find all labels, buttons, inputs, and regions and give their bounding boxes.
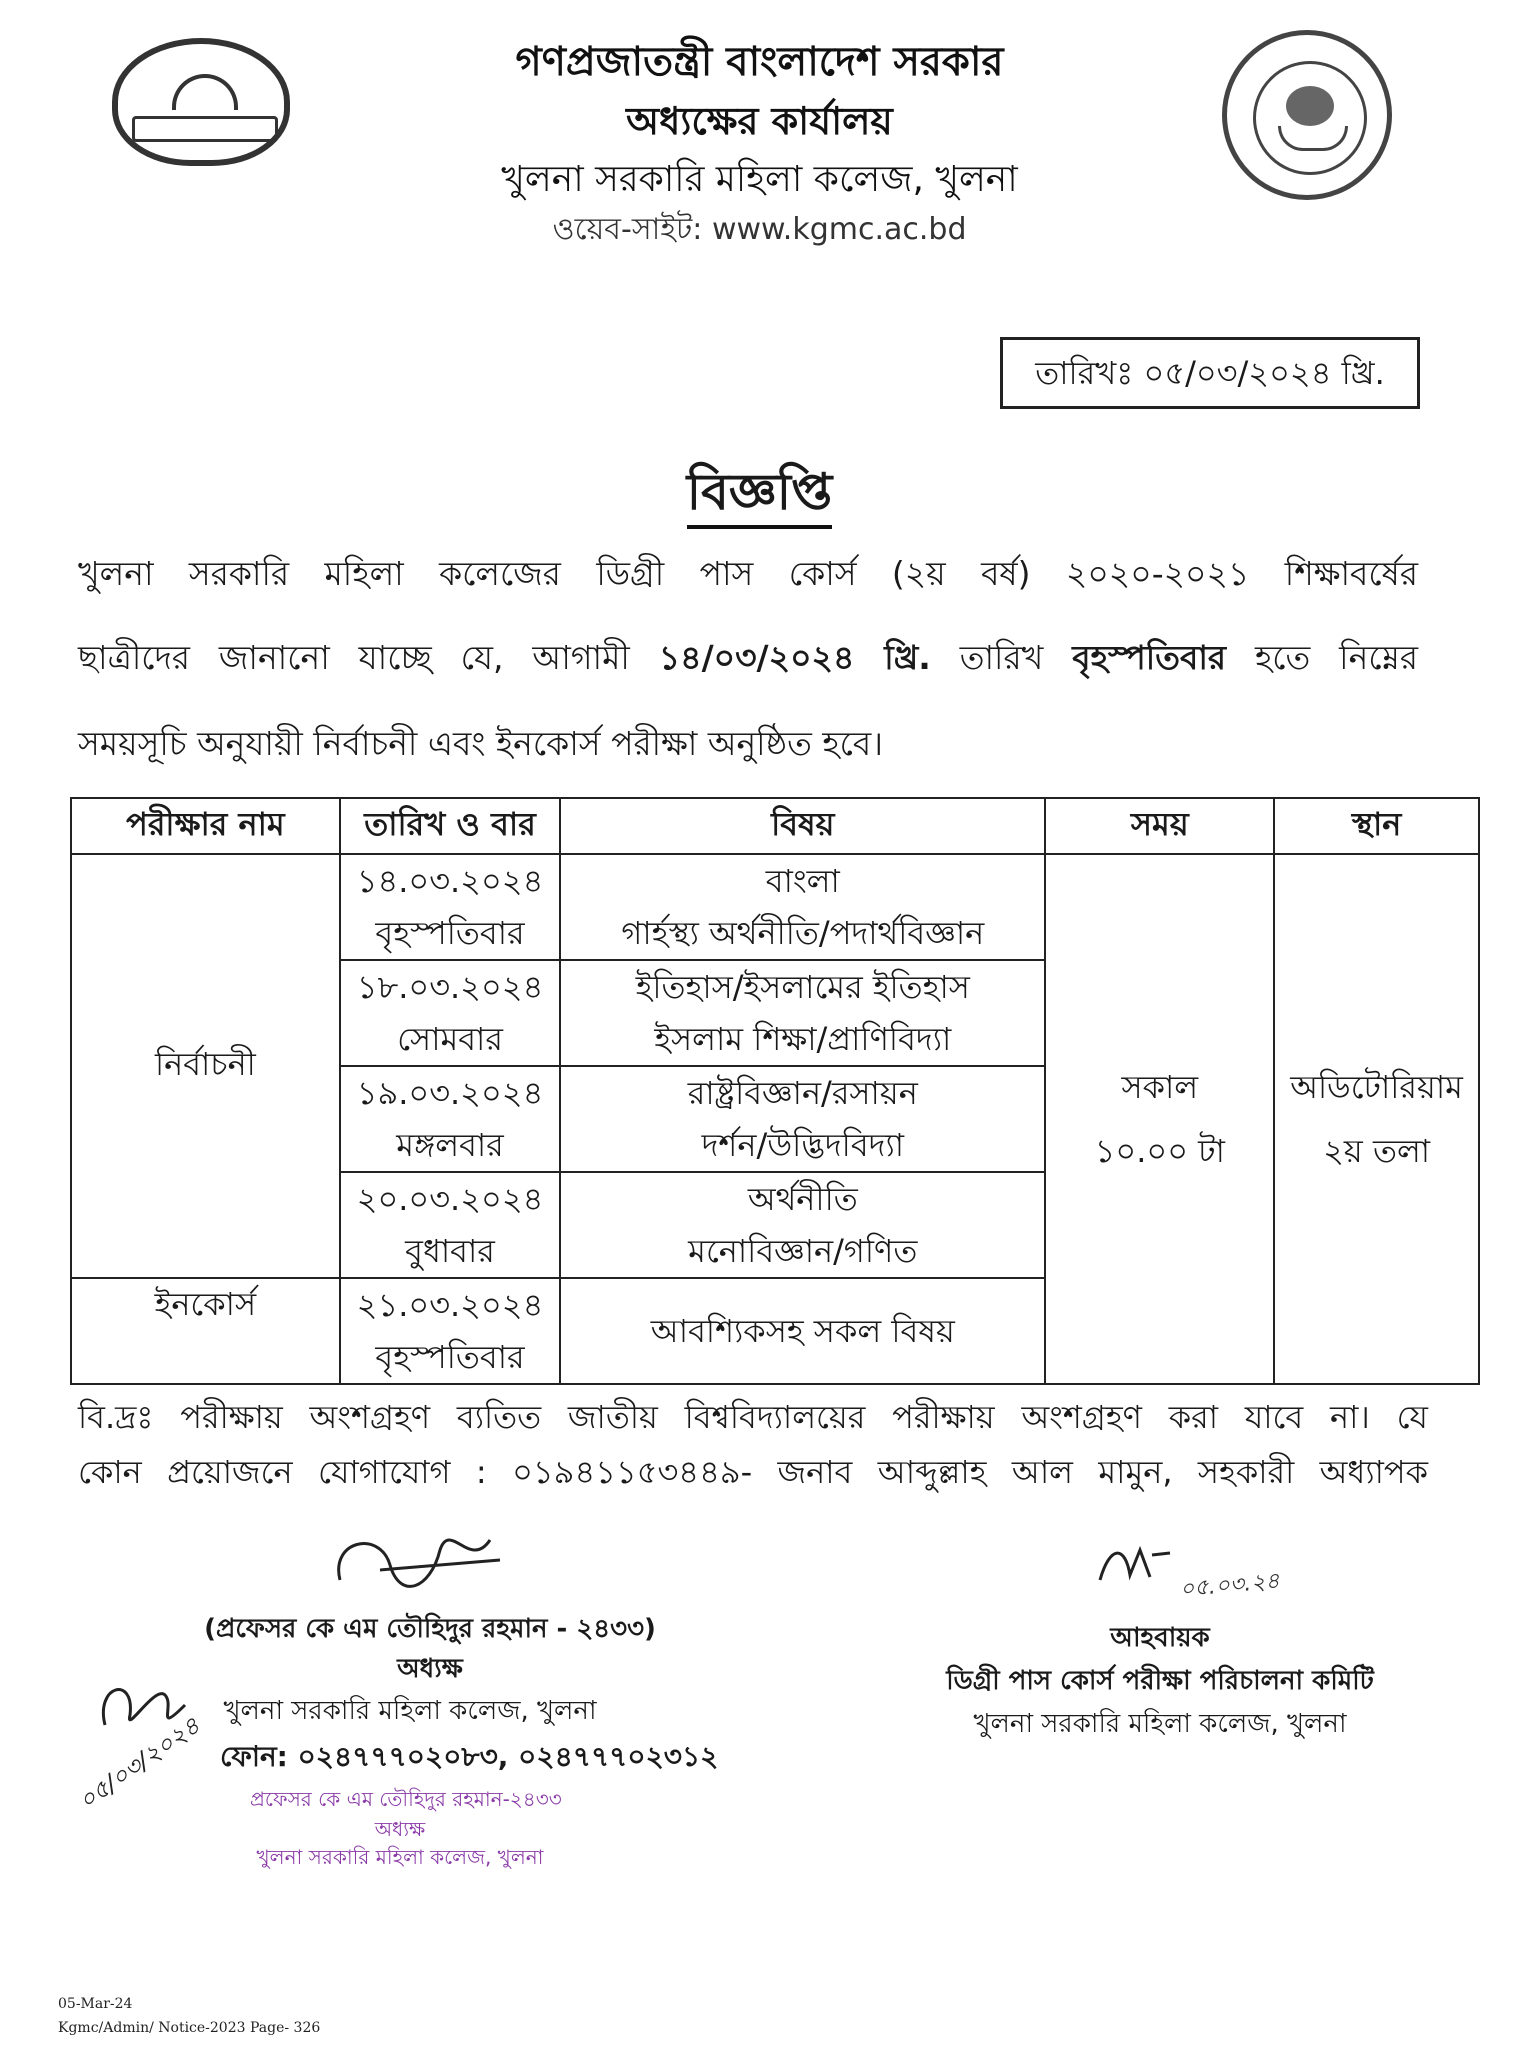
footer-reference: Kgmc/Admin/ Notice-2023 Page- 326	[58, 2020, 321, 2036]
col-header-place: স্থান	[1274, 798, 1479, 854]
body-line-1: খুলনা সরকারি মহিলা কলেজের ডিগ্রী পাস কোর্স (২য় বর্ষ) ২০২০-২০২১ শিক্ষাবর্ষের	[78, 554, 1418, 593]
subject-2: মনোবিজ্ঞান/গণিত	[688, 1232, 918, 1270]
subject-1: অর্থনীতি	[747, 1180, 858, 1218]
principal-phone: ফোন: ০২৪৭৭৭০২০৮৩, ০২৪৭৭৭০২৩১২	[220, 1740, 719, 1773]
convener-title: আহবায়ক	[1110, 1623, 1210, 1653]
subject-2: দর্শন/উদ্ভিদবিদ্যা	[701, 1126, 905, 1164]
date-cell	[340, 1172, 560, 1278]
body-text: ছাত্রীদের জানানো যাচ্ছে যে, আগামী	[78, 638, 630, 677]
time-value: ১০.০০ টা	[1094, 1132, 1225, 1170]
subject-cell	[560, 960, 1045, 1066]
subject-cell	[560, 854, 1045, 960]
note-line-1: বি.দ্রঃ পরীক্ষায় অংশগ্রহণ ব্যতিত জাতীয় বিশ্ববিদ্যালয়ের পরীক্ষায় অংশগ্রহণ করা যাবে না। যে	[78, 1398, 1428, 1436]
exam-name-incourse: ইনকোর্স	[71, 1278, 340, 1384]
date-cell	[340, 1066, 560, 1172]
principal-name: (প্রফেসর কে এম তৌহিদুর রহমান - ২৪৩৩)	[204, 1614, 656, 1644]
exam-day: বৃহস্পতিবার	[375, 1338, 525, 1376]
body-text: হতে নিম্নের	[1254, 638, 1418, 677]
notice-title	[0, 455, 1519, 538]
exam-day: বৃহস্পতিবার	[375, 914, 525, 952]
subject-cell	[560, 1172, 1045, 1278]
note-line-2: কোন প্রয়োজনে যোগাযোগ : ০১৯৪১১৫৩৪৪৯- জনাব আব্দুল্লাহ আল মামুন, সহকারী অধ্যাপক	[78, 1453, 1428, 1491]
subject-2: ইসলাম শিক্ষা/প্রাণিবিদ্যা	[654, 1020, 952, 1058]
principal-title: অধ্যক্ষ	[397, 1654, 463, 1684]
date-cell	[340, 960, 560, 1066]
convener-signature	[1090, 1535, 1190, 1595]
body-text: তারিখ	[959, 638, 1044, 677]
subject-2: গার্হস্থ্য অর্থনীতি/পদার্থবিজ্ঞান	[621, 914, 985, 952]
website-link[interactable]: www.kgmc.ac.bd	[711, 212, 967, 247]
time-period: সকাল	[1121, 1068, 1199, 1106]
notice-date: তারিখঃ ০৫/০৩/২০২৪ খ্রি.	[1000, 337, 1420, 409]
table-row	[71, 854, 1479, 960]
body-line-3: সময়সূচি অনুযায়ী নির্বাচনী এবং ইনকোর্স পরীক্ষা অনুষ্ঠিত হবে।	[78, 724, 884, 763]
subject-1: ইতিহাস/ইসলামের ইতিহাস	[635, 968, 970, 1006]
subject-1: বাংলা	[765, 862, 840, 900]
exam-day: মঙ্গলবার	[396, 1126, 504, 1164]
col-header-time: সময়	[1045, 798, 1274, 854]
college-name: খুলনা সরকারি মহিলা কলেজ, খুলনা	[501, 159, 1018, 200]
exam-day: বুধাবার	[405, 1232, 495, 1270]
exam-date: ১৪.০৩.২০২৪	[356, 862, 544, 900]
exam-schedule-table	[70, 797, 1480, 1385]
seal-institution: খুলনা সরকারি মহিলা কলেজ, খুলনা	[256, 1845, 544, 1869]
subject-cell	[560, 1066, 1045, 1172]
start-date: ১৪/০৩/২০২৪ খ্রি.	[658, 638, 931, 677]
date-cell	[340, 854, 560, 960]
place-cell	[1274, 854, 1479, 1384]
subject-cell: আবশ্যিকসহ সকল বিষয়	[560, 1278, 1045, 1384]
exam-date: ১৮.০৩.২০২৪	[356, 968, 544, 1006]
seal-name: প্রফেসর কে এম তৌহিদুর রহমান-২৪৩৩	[250, 1787, 562, 1811]
seal-title: অধ্যক্ষ	[374, 1817, 426, 1841]
govt-title: গণপ্রজাতন্ত্রী বাংলাদেশ সরকার	[515, 39, 1004, 85]
exam-day: সোমবার	[397, 1020, 503, 1058]
col-header-date: তারিখ ও বার	[340, 798, 560, 854]
exam-date: ১৯.০৩.২০২৪	[356, 1074, 544, 1112]
body-line-2	[78, 632, 1418, 688]
exam-date: ২০.০৩.২০২৪	[356, 1180, 544, 1218]
place-name: অডিটোরিয়াম	[1290, 1068, 1463, 1106]
website-label: ওয়েব-সাইট:	[552, 212, 703, 247]
exam-date: ২১.০৩.২০২৪	[356, 1286, 544, 1324]
committee-name: ডিগ্রী পাস কোর্স পরীক্ষা পরিচালনা কমিটি	[946, 1666, 1374, 1696]
convener-institution: খুলনা সরকারি মহিলা কলেজ, খুলনা	[973, 1709, 1347, 1739]
footer-date: 05-Mar-24	[58, 1996, 133, 2012]
col-header-exam: পরীক্ষার নাম	[71, 798, 340, 854]
notice-title-text: বিজ্ঞপ্তি	[687, 463, 832, 529]
col-header-subject: বিষয়	[560, 798, 1045, 854]
start-day: বৃহস্পতিবার	[1072, 638, 1227, 677]
time-cell	[1045, 854, 1274, 1384]
principal-institution: খুলনা সরকারি মহিলা কলেজ, খুলনা	[223, 1696, 597, 1726]
office-title: অধ্যক্ষের কার্যালয়	[626, 99, 893, 143]
place-floor: ২য় তলা	[1323, 1132, 1431, 1170]
convener-sign-date: ০৫.০৩.২৪	[1179, 1568, 1281, 1603]
principal-signature	[320, 1510, 520, 1610]
subject-1: রাষ্ট্রবিজ্ঞান/রসায়ন	[687, 1074, 918, 1112]
stamp-handwritten-date: ০৫/০৩/২০২৪	[73, 1711, 206, 1816]
table-header-row	[71, 798, 1479, 854]
exam-name-test: নির্বাচনী	[71, 854, 340, 1278]
website-line	[0, 205, 1519, 256]
date-cell	[340, 1278, 560, 1384]
